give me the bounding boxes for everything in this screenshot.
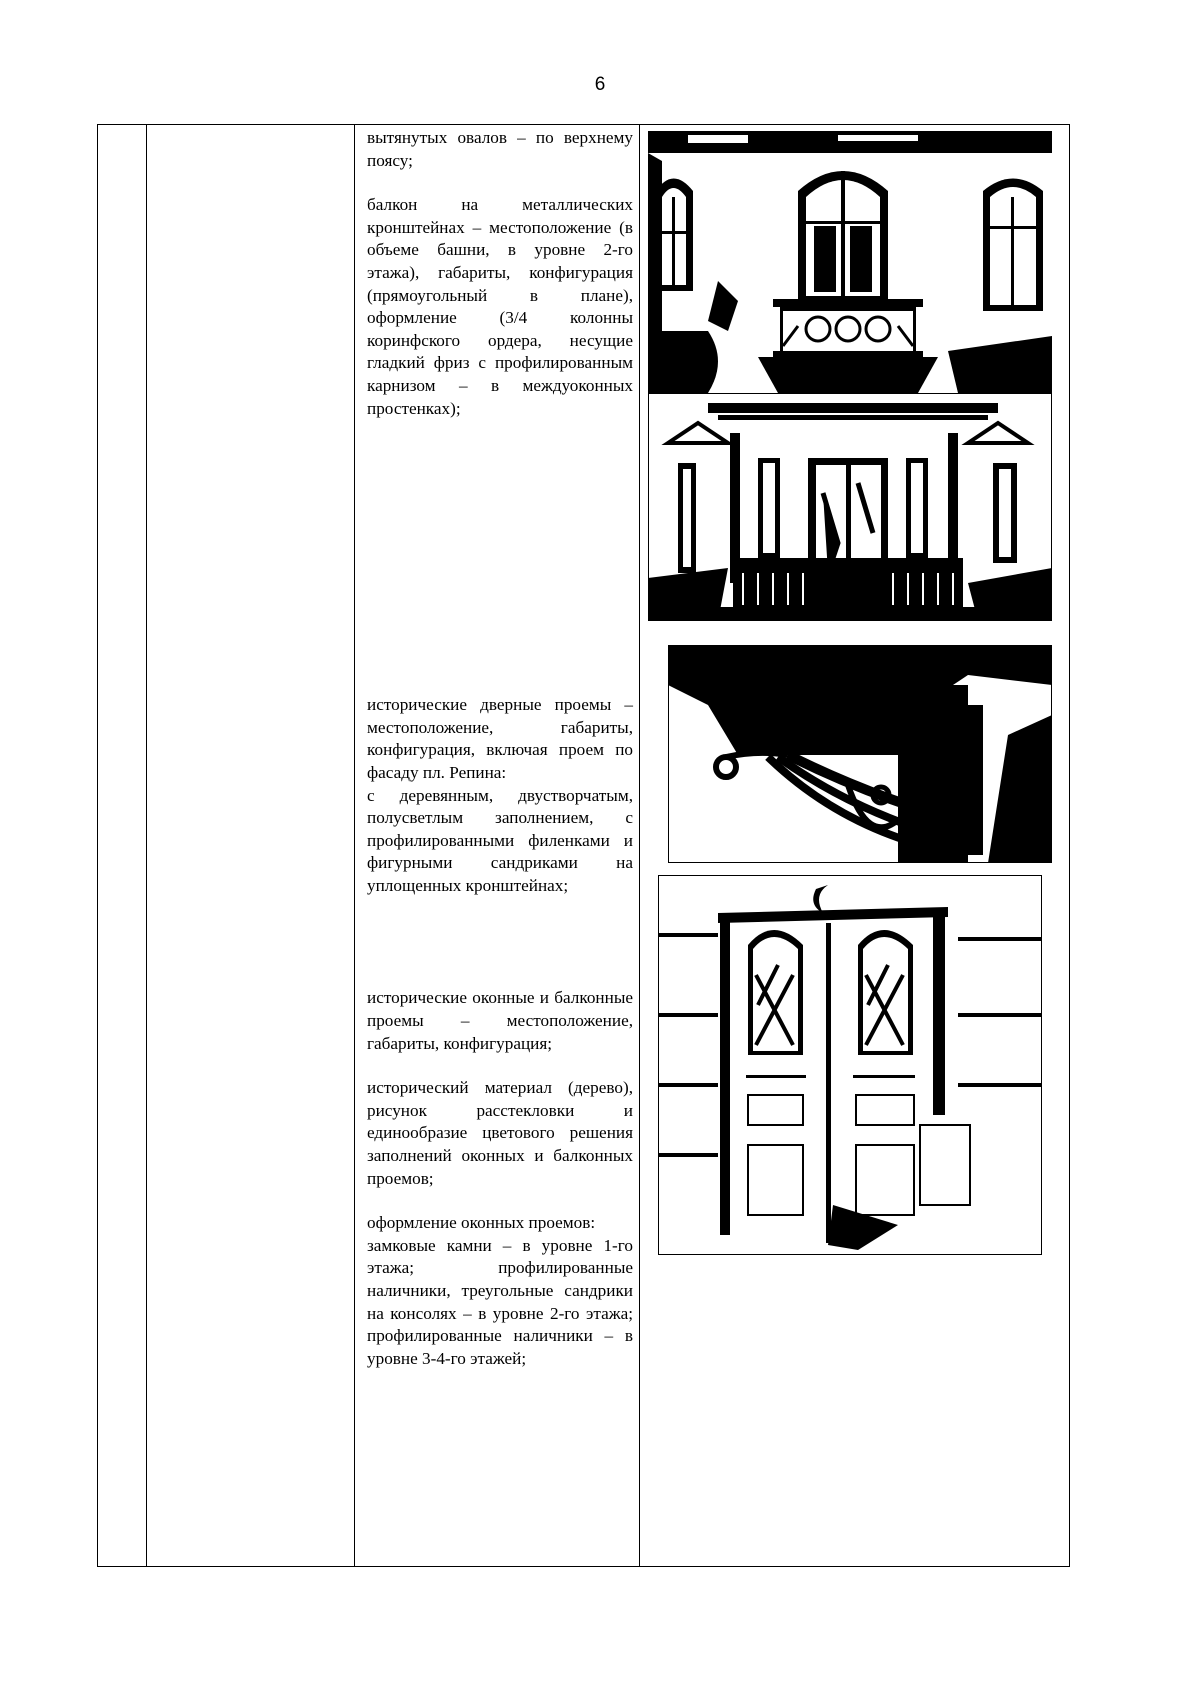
bracket-photo-icon xyxy=(668,645,1052,863)
column-divider xyxy=(354,125,355,1566)
column-divider xyxy=(639,125,640,1566)
paragraph-material: исторический материал (дерево), рисунок расстекловки и единообразие цветового решения заполнений оконных и балконных проемов; xyxy=(367,1078,633,1188)
paragraph-window-decor: оформление оконных проемов: xyxy=(367,1213,596,1233)
balcony-photo-icon xyxy=(648,131,1052,393)
paragraph-window-openings: исторические оконные и балконные проемы – местоположение, габариты, конфигурация; xyxy=(367,988,633,1053)
door-photo-icon xyxy=(658,875,1042,1255)
column-divider xyxy=(146,125,147,1566)
paragraph-window-levels: замковые камни – в уровне 1-го этажа; профилированные наличники, треугольные сандрики на консолях – в уровне 2-го этажа; профилированные наличники – в уровне 3-4-го этажей; xyxy=(367,1235,633,1368)
page-number: 6 xyxy=(594,74,606,95)
bay-balcony-photo-icon xyxy=(648,393,1052,621)
paragraph-balcony: балкон на металлических кронштейнах – местоположение (в объеме башни, в уровне 2-го этажа), габариты, конфигурация (прямоугольный в плане), оформление (3/4 колонны коринфского ордера, несущие гладкий фриз с профилированным карнизом – в междуоконных простенках); xyxy=(367,195,633,418)
table-row xyxy=(97,124,1070,1567)
paragraph-ovals: вытянутых овалов – по верхнему поясу; xyxy=(367,128,633,170)
paragraph-door-fill: с деревянным, двустворчатым, полусветлым заполнением, с профилированными филенками и фигурными сандриками на уплощенных кронштейнах; xyxy=(367,785,633,895)
subject-description-cell xyxy=(367,127,633,1370)
paragraph-doorways: исторические дверные проемы – местоположение, габариты, конфигурация, включая проем по фасаду пл. Репина: xyxy=(367,695,633,782)
